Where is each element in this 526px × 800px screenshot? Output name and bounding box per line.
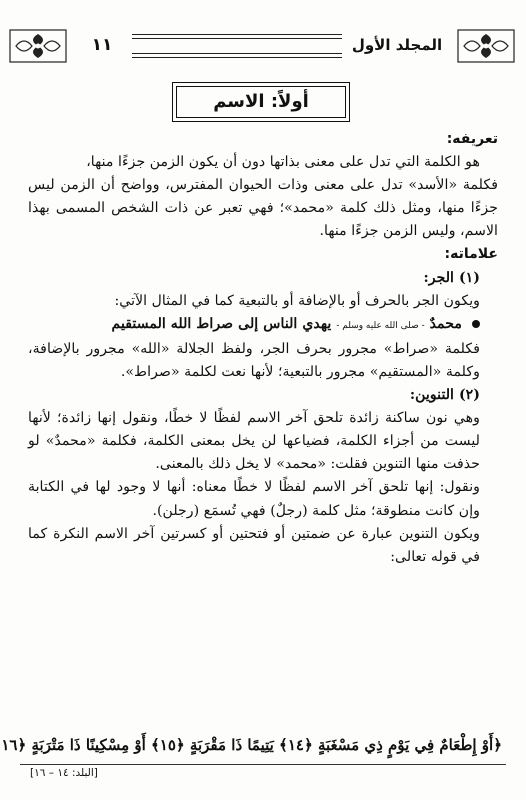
sign2-paragraph-1: وهي نون ساكنة زائدة تلحق آخر الاسم لفظًا لا خطًا، ونقول إنها زائدة؛ لأنها ليست من أجزاء الكلمة، فضياعها لن يخل بمعنى الكلمة، فكلمة «محمدٌ» لو حذفت منها التنوين فقلت: «محمد» لا يخل ذلك بالمعنى. (28, 410, 480, 473)
body-text (28, 128, 498, 569)
right-ornament-icon (456, 26, 516, 66)
example-end: يهدي الناس إلى صراط الله المستقيم (111, 315, 332, 332)
sign2-paragraph-3: ويكون التنوين عبارة عن ضمتين أو فتحتين أو كسرتين آخر الاسم النكرة كما في قوله تعالى: (28, 525, 480, 565)
definition-paragraph-2: فكلمة «الأسد» تدل على معنى وذات الحيوان المفترس، وواضح أن الزمن ليس جزءًا منها، ومثل ذلك كلمة «محمد»؛ فهي تعبر عن ذات الشخص المسمى بهذا الاسم، وليس الزمن جزءًا منها. (28, 177, 498, 240)
quran-verse: ﴿أَوْ إِطْعَامٌ فِي يَوْمٍ ذِي مَسْغَبَةٍ ﴿١٤﴾ يَتِيمًا ذَا مَقْرَبَةٍ ﴿١٥﴾ أَوْ مِسْكِينًا ذَا مَتْرَبَةٍ ﴿١٦ (1, 736, 502, 754)
bullet-icon (472, 320, 480, 328)
sign2-paragraph-2: ونقول: إنها تلحق آخر الاسم لفظًا لا خطًا معناه: أنها لا وجود لها في الكتابة وإن كانت منطوقة؛ مثل كلمة (رجلٌ) فهي تُسمَع (رجلن). (28, 479, 480, 519)
definition-label: تعريفه: (446, 131, 498, 147)
section-title: أولاً: الاسم (176, 86, 346, 118)
sign2-label: (٢) التنوين: (409, 387, 480, 404)
left-ornament-icon (8, 26, 68, 66)
example-line (28, 313, 498, 338)
volume-label: المجلد الأول (342, 32, 452, 58)
signs-label: علاماته: (444, 246, 498, 263)
page-number: ١١ (72, 32, 132, 58)
example-honorific: - صلى الله عليه وسلم - (336, 320, 425, 331)
verse-reference: [البلد: ١٤ – ١٦] (30, 767, 98, 779)
definition-paragraph-1: هو الكلمة التي تدل على معنى بذاتها دون أن يكون الزمن جزءًا منها، (86, 154, 480, 171)
sign1-paragraph-1: ويكون الجر بالحرف أو بالإضافة أو بالتبعية كما في المثال الآتي: (114, 292, 480, 309)
footer-rule (20, 764, 506, 765)
sign1-paragraph-2: فكلمة «صراط» مجرور بحرف الجر، ولفظ الجلالة «الله» مجرور بالإضافة، وكلمة «المستقيم» مجرور بالتبعية؛ لأنها نعت لكلمة «صراط». (28, 340, 480, 380)
section-title-frame (172, 82, 350, 122)
page-header (8, 26, 516, 66)
sign1-label: (١) الجر: (423, 269, 480, 286)
example-start: محمدٌ (429, 315, 462, 332)
